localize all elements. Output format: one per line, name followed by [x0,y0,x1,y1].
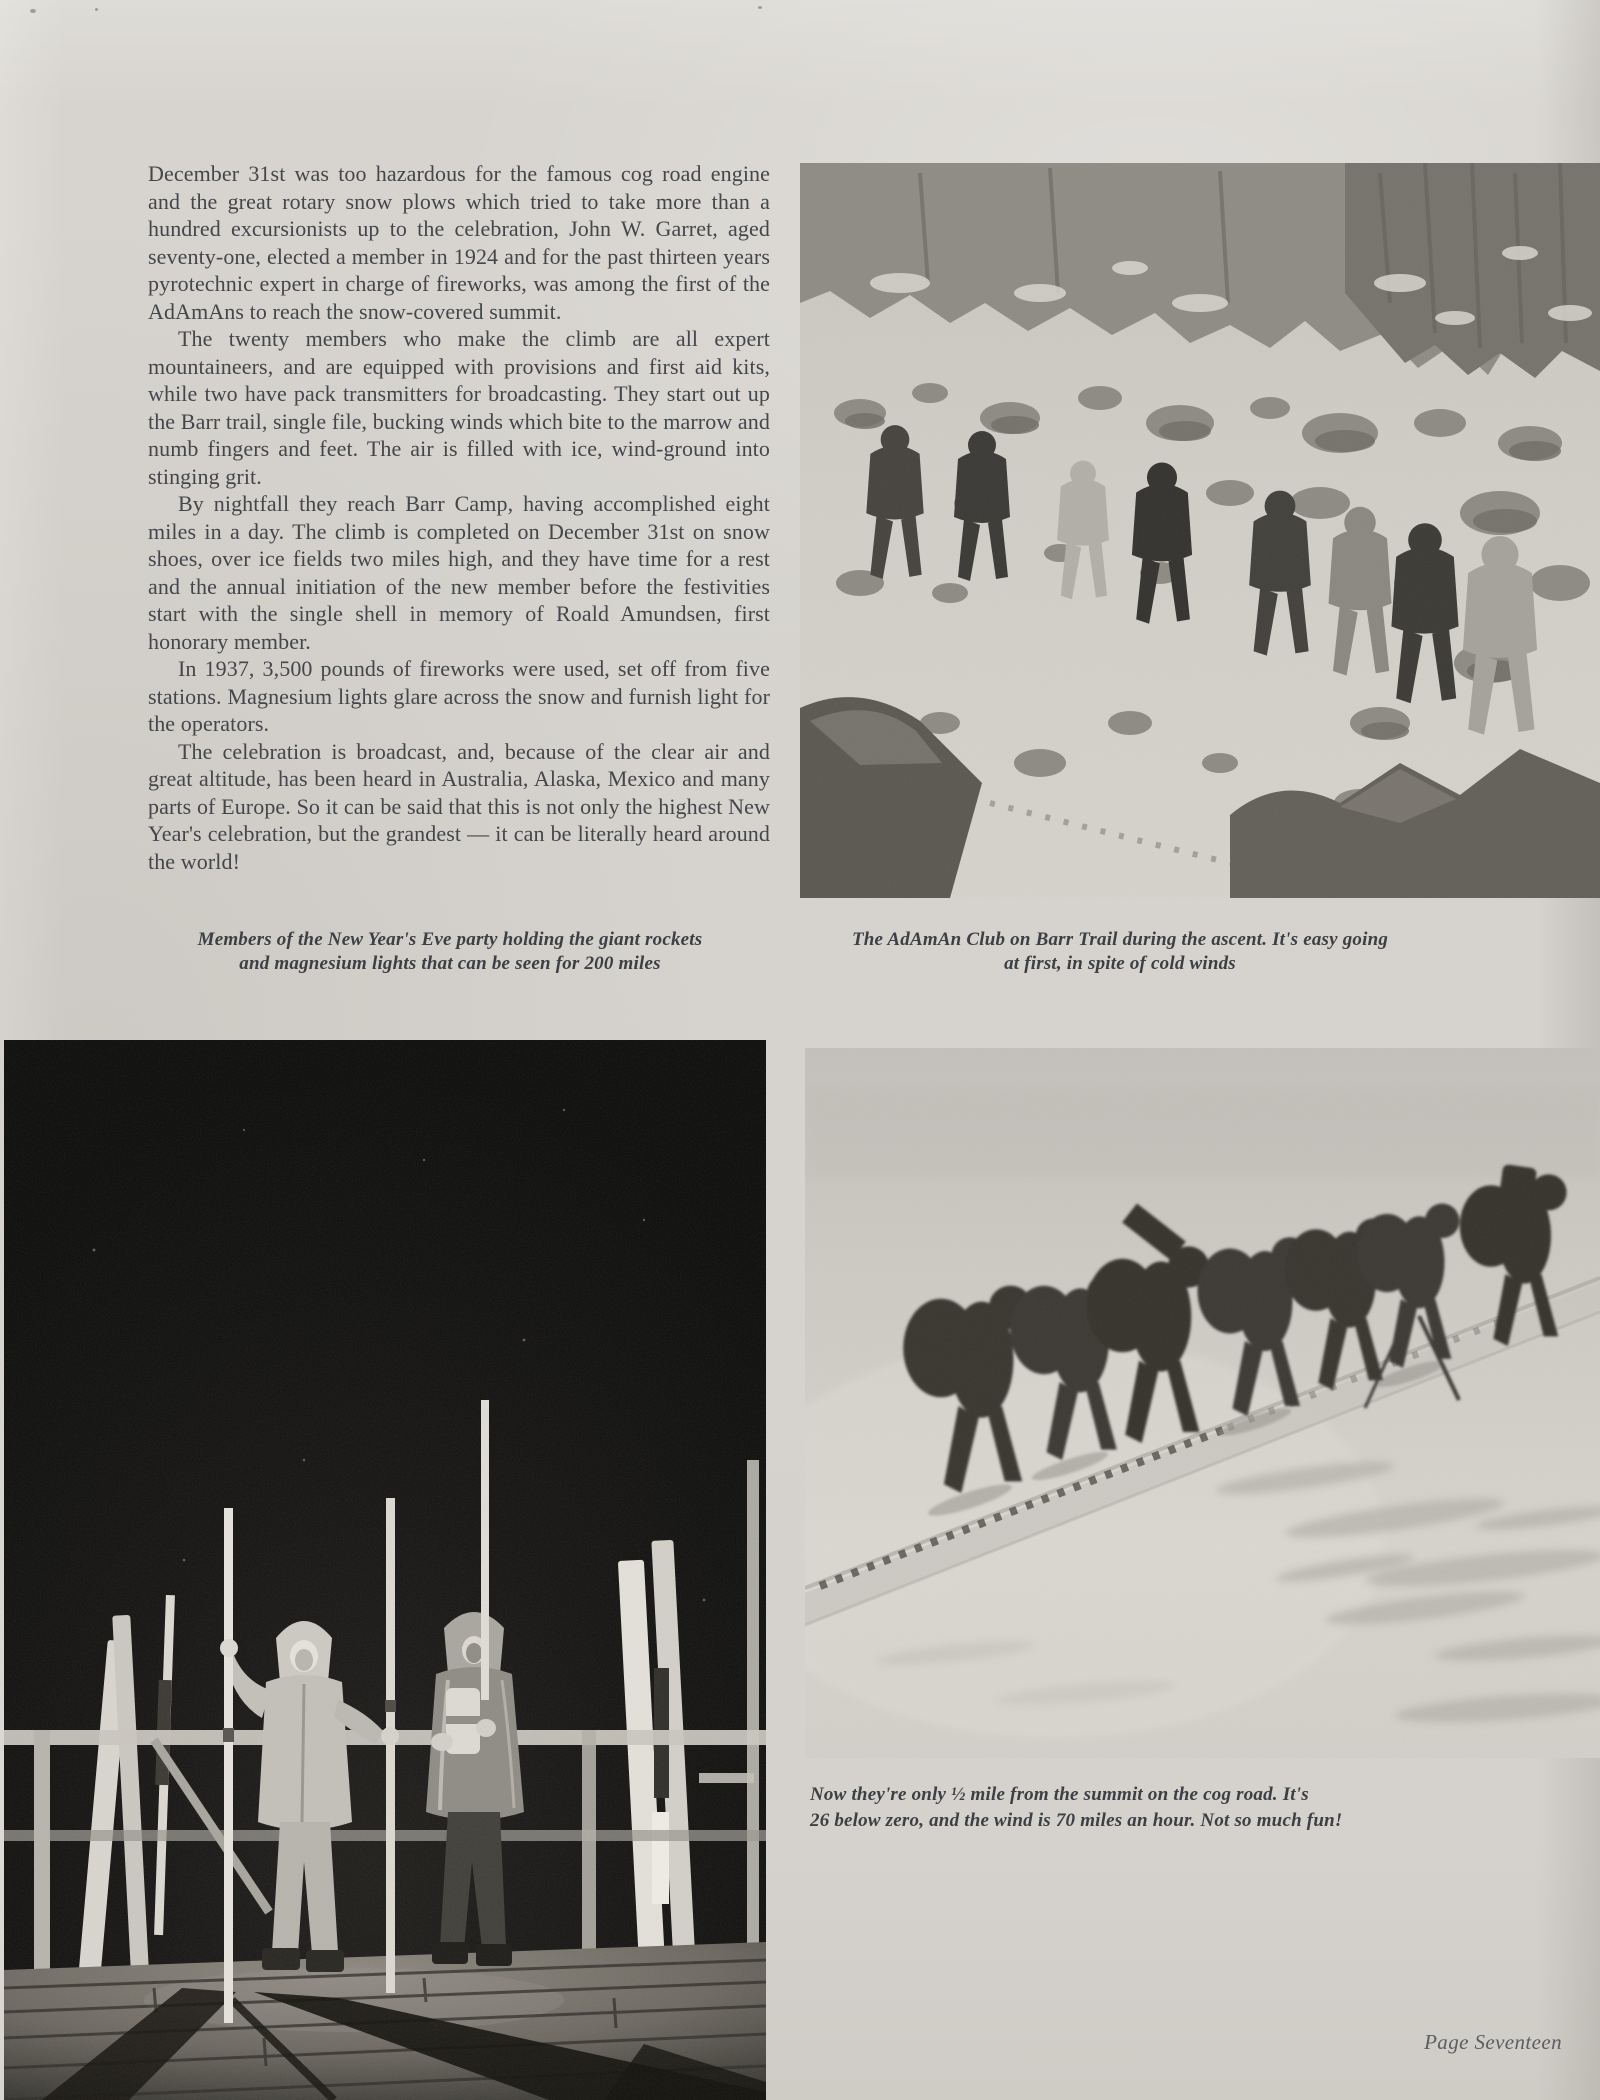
article-paragraph: December 31st was too hazardous for the famous cog road engine and the great rotary snow plows which tried to take more than a hundred excursionists up to the celebration, John W. Garret, aged seventy-one, elected a member in 1924 and for the past thirteen years pyrotechnic expert in charge of fireworks, was among the first of the AdAmAns to reach the snow-covered summit. [148,161,770,324]
photo-barr-trail-ascent [800,163,1600,898]
article-paragraph: The twenty members who make the climb are all expert mountaineers, and are equipped with provisions and first aid kits, while two have pack transmitters for broadcasting. They start out up the Barr trail, single file, bucking winds which bite to the marrow and numb fingers and feet. The air is filled with ice, wind-ground into stinging grit. [148,326,770,489]
caption-line: Members of the New Year's Eve party holding the giant rockets [197,929,703,950]
caption-line: and magnesium lights that can be seen for 200 miles [239,953,661,974]
cog-road-photo-image [805,1048,1600,1758]
caption-line: at first, in spite of cold winds [1004,953,1236,974]
scan-speck [95,8,98,11]
scan-speck [758,6,762,9]
article-paragraph: In 1937, 3,500 pounds of fireworks were used, set off from five stations. Magnesium lights glare across the snow and furnish light for the operators. [148,656,770,736]
caption-line: 26 below zero, and the wind is 70 miles an hour. Not so much fun! [810,1810,1343,1831]
caption-line: Now they're only ½ mile from the summit on the cog road. It's [810,1784,1309,1805]
page-number: Page Seventeen [1424,2030,1562,2054]
article-text-column [148,160,770,875]
photo-cog-road-climb [805,1048,1600,1758]
photo-night-rockets [4,1040,766,2100]
caption-left-photo [120,928,780,976]
barr-trail-photo-image [800,163,1600,898]
caption-line: The AdAmAn Club on Barr Trail during the ascent. It's easy going [851,929,1389,950]
scan-speck [30,9,36,13]
caption-top-right-photo [805,928,1435,976]
night-rockets-photo-image [4,1040,766,2100]
article-paragraph: By nightfall they reach Barr Camp, having accomplished eight miles in a day. The climb is completed on December 31st on snow shoes, over ice fields two miles high, and they have time for a rest and the annual initiation of the new member before the festivities start with the single shell in memory of Roald Amundsen, first honorary member. [148,491,770,654]
caption-bottom-right-photo [810,1782,1458,1834]
article-paragraph: The celebration is broadcast, and, because of the clear air and great altitude, has been heard in Australia, Alaska, Mexico and many parts of Europe. So it can be said that this is not only the highest New Year's celebration, but the grandest — it can be literally heard around the world! [148,738,770,874]
